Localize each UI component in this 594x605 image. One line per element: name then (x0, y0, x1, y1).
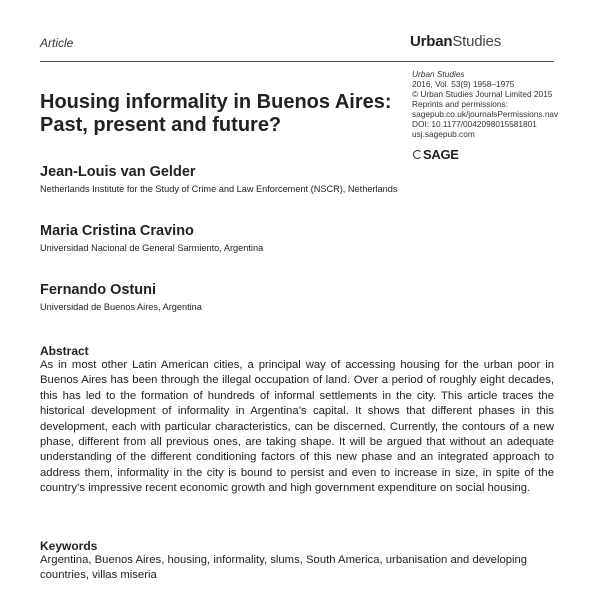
author-affiliation: Universidad Nacional de General Sarmiento, Argentina (40, 243, 264, 253)
header-rule (40, 61, 554, 62)
author-block (40, 164, 397, 194)
meta-permissions-link[interactable]: sagepub.co.uk/journalsPermissions.nav (412, 109, 559, 119)
journal-brand-light: Studies (452, 33, 501, 50)
author-name: Maria Cristina Cravino (40, 223, 194, 239)
keywords-section (40, 539, 554, 584)
meta-journal-url[interactable]: usj.sagepub.com (412, 129, 475, 139)
meta-doi[interactable]: DOI: 10.1177/0042098015581801 (412, 119, 537, 129)
journal-brand-bold: Urban (410, 33, 453, 50)
keywords-heading: Keywords (40, 539, 98, 553)
article-type-label: Article (40, 36, 74, 50)
abstract-text: As in most other Latin American cities, a principal way of accessing housing for the urban poor in Buenos Aires has been through the illegal occupation of land. Over a period of roughly eight decades, this has led to the formation of hundreds of informal settlements in the city. This article traces the historical development of informality in Argentina’s capital. It shows that different phases in this development, each with particular characteristics, can be discerned. Currently, the contours of a new phase, different from all previous ones, are taking shape. It will be argued that without an adequate understanding of the different conditioning factors of this new phase and an integrated approach to address them, informality in the city is bound to persist and even to increase in size, in spite of the country’s impressive recent economic growth and high government expenditure on social housing. (40, 359, 554, 495)
sage-logo-text: SAGE (423, 147, 459, 162)
publication-meta (412, 69, 582, 139)
meta-volume: 2016, Vol. 53(9) 1958–1975 (412, 79, 515, 89)
author-name: Jean-Louis van Gelder (40, 164, 196, 180)
meta-copyright: © Urban Studies Journal Limited 2015 (412, 89, 553, 99)
journal-brand (410, 33, 501, 50)
author-affiliation: Netherlands Institute for the Study of Crime and Law Enforcement (NSCR), Netherlands (40, 184, 398, 194)
article-title: Housing informality in Buenos Aires: Past, present and future? (40, 91, 392, 136)
meta-reprints: Reprints and permissions: (412, 99, 508, 109)
author-affiliation: Universidad de Buenos Aires, Argentina (40, 302, 202, 312)
author-name: Fernando Ostuni (40, 282, 156, 298)
keywords-text: Argentina, Buenos Aires, housing, informality, slums, South America, urbanisation and developing countries, villas miseria (40, 554, 528, 582)
abstract-section (40, 344, 554, 497)
meta-journal-name: Urban Studies (412, 69, 465, 79)
author-block (40, 223, 263, 253)
sage-logo (412, 147, 459, 162)
author-block (40, 282, 202, 312)
sage-logo-icon (412, 149, 422, 161)
abstract-heading: Abstract (40, 344, 89, 358)
